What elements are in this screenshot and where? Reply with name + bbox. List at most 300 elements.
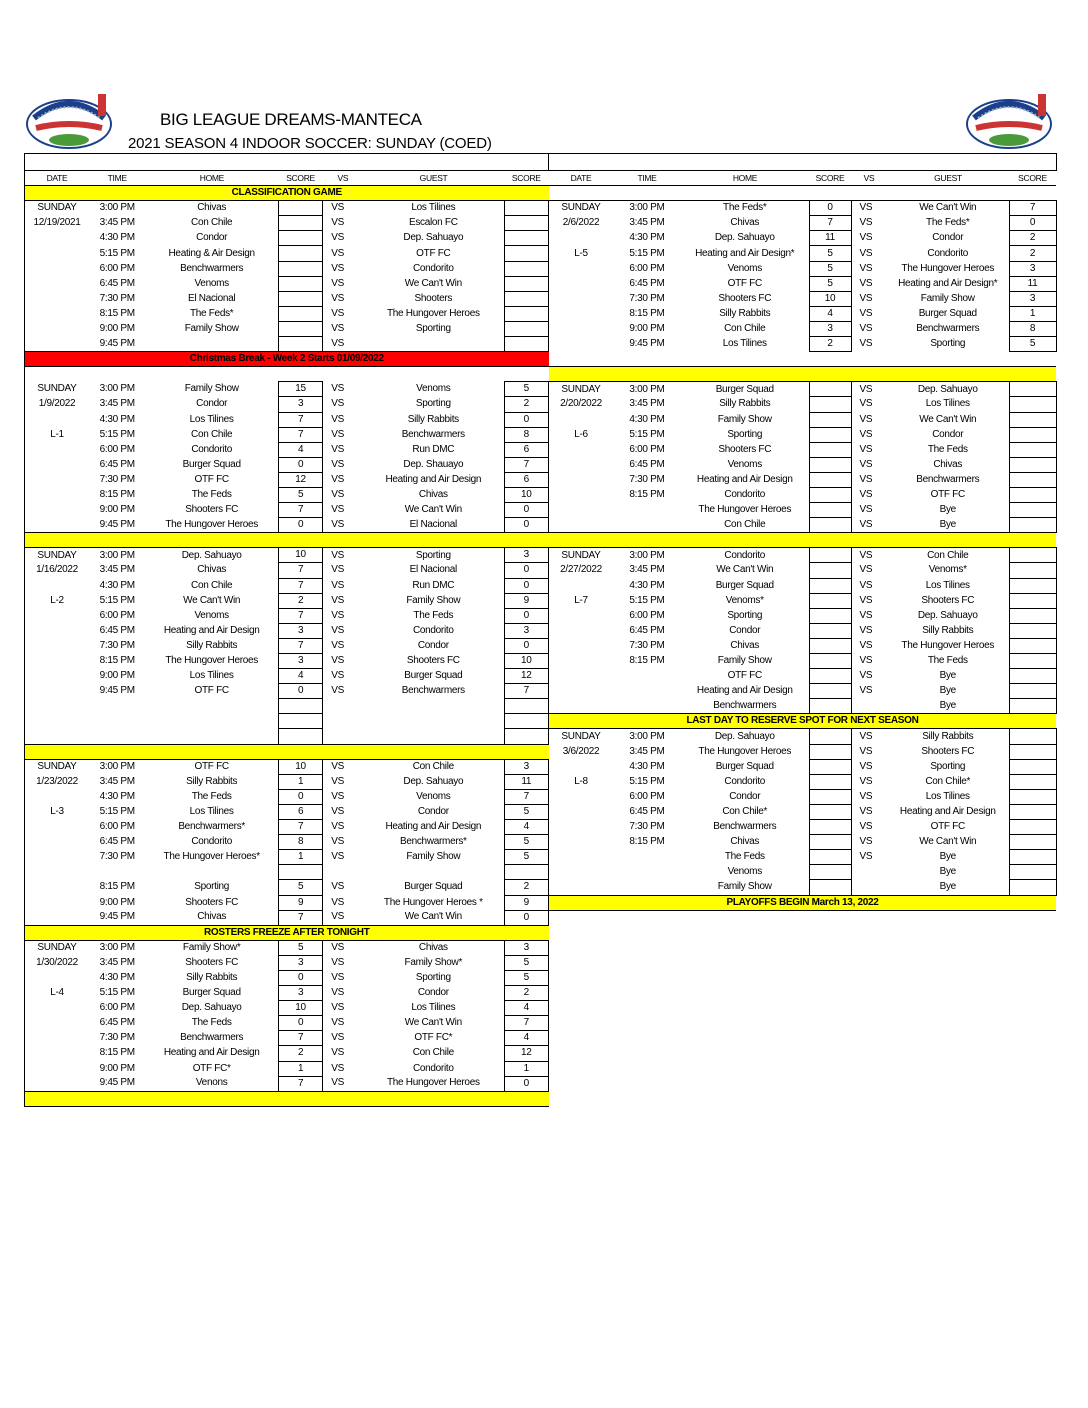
game-date bbox=[25, 684, 89, 699]
guest-score bbox=[1009, 427, 1056, 442]
home-score: 0 bbox=[278, 518, 322, 533]
home-score: 3 bbox=[278, 955, 322, 970]
guest-score: 12 bbox=[504, 1046, 548, 1061]
game-time: 6:00 PM bbox=[629, 443, 665, 455]
guest-team: Dep. Sahuayo bbox=[917, 609, 978, 621]
home-team: Chivas bbox=[730, 836, 760, 848]
home-score: 0 bbox=[278, 1016, 322, 1031]
home-score bbox=[809, 865, 851, 880]
game-date: 2/6/2022 bbox=[562, 217, 600, 229]
game-row bbox=[25, 306, 549, 321]
game-time: 6:45 PM bbox=[99, 458, 135, 470]
guest-score bbox=[1009, 548, 1056, 563]
game-date bbox=[549, 231, 613, 246]
guest-score: 3 bbox=[1009, 261, 1056, 276]
versus: VS bbox=[323, 563, 363, 578]
game-row bbox=[25, 880, 549, 895]
home-score bbox=[809, 789, 851, 804]
game-time: 9:00 PM bbox=[99, 322, 135, 334]
versus: VS bbox=[323, 804, 363, 819]
guest-team bbox=[363, 699, 504, 714]
game-time: 3:00 PM bbox=[629, 730, 665, 742]
home-score bbox=[809, 774, 851, 789]
home-team: Silly Rabbits bbox=[186, 972, 238, 984]
column-header: SCORE bbox=[809, 171, 851, 186]
guest-score bbox=[1009, 744, 1056, 759]
guest-score bbox=[1009, 684, 1056, 699]
game-date bbox=[549, 276, 613, 291]
game-date bbox=[25, 503, 89, 518]
game-date bbox=[25, 910, 89, 925]
game-row bbox=[549, 261, 1056, 276]
versus: VS bbox=[851, 231, 887, 246]
home-score: 3 bbox=[809, 321, 851, 336]
guest-team: Family Show bbox=[406, 594, 461, 606]
versus: VS bbox=[323, 382, 363, 397]
game-row bbox=[25, 276, 549, 291]
home-team: The Feds bbox=[191, 489, 232, 501]
guest-team: We Can't Win bbox=[404, 911, 462, 923]
versus: VS bbox=[323, 684, 363, 699]
game-row bbox=[25, 442, 549, 457]
guest-score: 12 bbox=[504, 669, 548, 684]
guest-team: Condor bbox=[417, 639, 449, 651]
versus: VS bbox=[851, 623, 887, 638]
league-logo-right bbox=[964, 88, 1054, 150]
game-date: SUNDAY bbox=[37, 549, 77, 561]
home-score bbox=[809, 427, 851, 442]
guest-team: Condor bbox=[417, 987, 449, 999]
game-date bbox=[25, 246, 89, 261]
game-row bbox=[549, 608, 1056, 623]
game-time: 8:15 PM bbox=[629, 489, 665, 501]
home-score bbox=[809, 623, 851, 638]
home-team: Venoms bbox=[194, 609, 229, 621]
game-date bbox=[549, 835, 613, 850]
game-date bbox=[25, 729, 89, 744]
game-row bbox=[549, 699, 1056, 714]
home-score bbox=[809, 759, 851, 774]
game-date: 1/9/2022 bbox=[38, 398, 76, 410]
guest-team: Sporting bbox=[930, 760, 966, 772]
game-date bbox=[549, 503, 613, 518]
guest-score: 1 bbox=[1009, 306, 1056, 321]
home-score: 0 bbox=[809, 201, 851, 216]
guest-team: Shooters bbox=[414, 292, 453, 304]
versus: VS bbox=[323, 201, 363, 216]
guest-score: 2 bbox=[1009, 246, 1056, 261]
game-time: 6:45 PM bbox=[99, 836, 135, 848]
versus: VS bbox=[851, 291, 887, 306]
home-score bbox=[278, 231, 322, 246]
home-score bbox=[809, 638, 851, 653]
game-row bbox=[25, 548, 549, 563]
top-frame-row bbox=[549, 154, 1056, 171]
game-time: 5:15 PM bbox=[629, 247, 665, 259]
game-row bbox=[549, 231, 1056, 246]
game-date bbox=[25, 1061, 89, 1076]
game-row bbox=[25, 623, 549, 638]
home-score: 7 bbox=[278, 503, 322, 518]
home-team: Shooters FC bbox=[718, 292, 772, 304]
home-score: 5 bbox=[809, 276, 851, 291]
spacer-row bbox=[25, 367, 549, 382]
game-date bbox=[25, 457, 89, 472]
game-time: 5:15 PM bbox=[99, 247, 135, 259]
game-time bbox=[613, 850, 681, 865]
versus: VS bbox=[851, 638, 887, 653]
guest-score: 2 bbox=[1009, 231, 1056, 246]
home-team: Shooters FC bbox=[718, 443, 772, 455]
game-time bbox=[89, 714, 145, 729]
home-team: Benchwarmers bbox=[713, 700, 777, 712]
game-date bbox=[25, 1016, 89, 1031]
versus: VS bbox=[323, 1061, 363, 1076]
guest-score bbox=[504, 291, 548, 306]
home-score: 7 bbox=[278, 820, 322, 835]
home-team: Burger Squad bbox=[715, 579, 774, 591]
home-score: 0 bbox=[278, 457, 322, 472]
home-team bbox=[145, 865, 278, 880]
versus: VS bbox=[851, 337, 887, 352]
game-time: 9:45 PM bbox=[629, 338, 665, 350]
home-team: Con Chile bbox=[191, 217, 233, 229]
guest-team: The Hungover Heroes bbox=[386, 307, 480, 319]
guest-team bbox=[363, 714, 504, 729]
versus: VS bbox=[323, 1016, 363, 1031]
guest-score bbox=[1009, 382, 1056, 397]
guest-score: 5 bbox=[504, 850, 548, 865]
banner-row bbox=[25, 1091, 549, 1106]
game-date: SUNDAY bbox=[37, 202, 77, 214]
game-row bbox=[25, 955, 549, 970]
game-date bbox=[25, 1046, 89, 1061]
home-score bbox=[278, 291, 322, 306]
game-date bbox=[549, 472, 613, 487]
game-date bbox=[549, 306, 613, 321]
game-date bbox=[549, 412, 613, 427]
game-time: 6:00 PM bbox=[99, 821, 135, 833]
versus: VS bbox=[851, 518, 887, 533]
game-time: 7:30 PM bbox=[99, 639, 135, 651]
guest-team: El Nacional bbox=[409, 564, 457, 576]
versus: VS bbox=[851, 382, 887, 397]
game-date: SUNDAY bbox=[561, 549, 601, 561]
home-team: Condor bbox=[196, 232, 228, 244]
guest-team: Run DMC bbox=[412, 579, 455, 591]
home-score: 5 bbox=[278, 487, 322, 502]
home-team: Los Tilines bbox=[722, 338, 767, 350]
versus: VS bbox=[323, 593, 363, 608]
game-date bbox=[25, 1001, 89, 1016]
versus: VS bbox=[323, 306, 363, 321]
home-team: Heating and Air Design bbox=[696, 685, 793, 697]
versus: VS bbox=[851, 759, 887, 774]
guest-team: Dep. Sahuayo bbox=[917, 383, 978, 395]
game-date: 1/16/2022 bbox=[36, 564, 78, 576]
game-time: 7:30 PM bbox=[99, 851, 135, 863]
game-time: 4:30 PM bbox=[629, 413, 665, 425]
guest-team: The Hungover Heroes bbox=[386, 1077, 480, 1089]
guest-team: Heating and Air Design bbox=[385, 473, 482, 485]
home-team: Family Show* bbox=[182, 942, 241, 954]
versus: VS bbox=[323, 442, 363, 457]
versus: VS bbox=[323, 669, 363, 684]
game-time: 4:30 PM bbox=[629, 760, 665, 772]
guest-score bbox=[504, 201, 548, 216]
game-row bbox=[25, 412, 549, 427]
guest-score bbox=[1009, 608, 1056, 623]
game-date bbox=[25, 261, 89, 276]
game-time: 3:00 PM bbox=[99, 549, 135, 561]
home-team: Family Show bbox=[717, 655, 772, 667]
guest-team: Family Show* bbox=[404, 956, 463, 968]
home-score: 7 bbox=[278, 412, 322, 427]
column-header: VS bbox=[323, 171, 363, 186]
home-score bbox=[278, 261, 322, 276]
game-time: 8:15 PM bbox=[629, 307, 665, 319]
guest-team: Con Chile* bbox=[925, 775, 971, 787]
home-team: Dep. Sahuayo bbox=[181, 1002, 242, 1014]
guest-team: Family Show bbox=[920, 292, 975, 304]
home-score bbox=[809, 820, 851, 835]
game-row bbox=[25, 578, 549, 593]
banner-text bbox=[549, 186, 1056, 201]
guest-score bbox=[504, 216, 548, 231]
guest-team: Condorito bbox=[412, 262, 454, 274]
game-date bbox=[25, 412, 89, 427]
home-team: The Hungover Heroes bbox=[165, 518, 258, 530]
guest-score bbox=[1009, 578, 1056, 593]
home-score bbox=[809, 518, 851, 533]
home-score: 7 bbox=[278, 1031, 322, 1046]
home-team: The Hungover Heroes* bbox=[163, 851, 260, 863]
game-row bbox=[25, 865, 549, 880]
home-team: Con Chile bbox=[724, 518, 766, 530]
game-row bbox=[25, 1016, 549, 1031]
game-time: 7:30 PM bbox=[629, 473, 665, 485]
guest-score bbox=[1009, 412, 1056, 427]
game-row bbox=[25, 563, 549, 578]
game-date: 1/23/2022 bbox=[36, 775, 78, 787]
home-score bbox=[278, 246, 322, 261]
game-time: 4:30 PM bbox=[99, 413, 135, 425]
home-team: Los Tilines bbox=[189, 670, 234, 682]
game-date bbox=[549, 578, 613, 593]
game-row bbox=[25, 246, 549, 261]
game-time bbox=[613, 669, 681, 684]
game-time: 7:30 PM bbox=[99, 473, 135, 485]
guest-team: Benchwarmers bbox=[916, 322, 980, 334]
guest-team: Condorito bbox=[412, 624, 454, 636]
home-team: El Nacional bbox=[188, 292, 236, 304]
guest-team: The Feds bbox=[927, 655, 968, 667]
game-time: 3:00 PM bbox=[629, 202, 665, 214]
guest-score: 9 bbox=[504, 895, 548, 910]
home-team: Condorito bbox=[724, 549, 766, 561]
versus: VS bbox=[323, 623, 363, 638]
versus: VS bbox=[851, 563, 887, 578]
home-team: Venoms bbox=[727, 262, 762, 274]
guest-team: Sporting bbox=[415, 549, 451, 561]
game-row bbox=[549, 820, 1056, 835]
home-team: Silly Rabbits bbox=[186, 775, 238, 787]
home-score: 2 bbox=[278, 593, 322, 608]
game-date: L-6 bbox=[574, 428, 588, 440]
game-time: 9:45 PM bbox=[99, 518, 135, 530]
game-row bbox=[25, 804, 549, 819]
home-team: Benchwarmers bbox=[180, 262, 244, 274]
home-score bbox=[809, 880, 851, 895]
guest-score bbox=[1009, 880, 1056, 895]
game-date bbox=[549, 518, 613, 533]
game-row bbox=[25, 397, 549, 412]
guest-score: 3 bbox=[1009, 291, 1056, 306]
guest-team: Dep. Sahuayo bbox=[403, 232, 464, 244]
home-team: Silly Rabbits bbox=[719, 307, 771, 319]
home-team: Con Chile bbox=[724, 322, 766, 334]
home-score bbox=[809, 578, 851, 593]
home-score: 10 bbox=[278, 759, 322, 774]
game-date bbox=[549, 669, 613, 684]
game-time: 6:45 PM bbox=[629, 458, 665, 470]
game-date bbox=[549, 442, 613, 457]
game-date bbox=[549, 789, 613, 804]
guest-team: Silly Rabbits bbox=[922, 624, 974, 636]
versus: VS bbox=[323, 1046, 363, 1061]
home-score: 12 bbox=[278, 472, 322, 487]
guest-team: Silly Rabbits bbox=[922, 730, 974, 742]
banner-row bbox=[25, 925, 549, 940]
versus bbox=[323, 865, 363, 880]
versus: VS bbox=[323, 759, 363, 774]
guest-team: Bye bbox=[939, 670, 956, 682]
home-score: 7 bbox=[278, 638, 322, 653]
game-time: 7:30 PM bbox=[629, 639, 665, 651]
banner-row bbox=[549, 533, 1056, 548]
guest-score bbox=[1009, 729, 1056, 744]
guest-score bbox=[1009, 820, 1056, 835]
home-team: The Feds* bbox=[723, 202, 767, 214]
banner-row bbox=[25, 352, 549, 367]
home-team: OTF FC bbox=[727, 277, 762, 289]
game-row bbox=[549, 563, 1056, 578]
guest-team: Con Chile bbox=[412, 1047, 454, 1059]
guest-team: We Can't Win bbox=[404, 1017, 462, 1029]
versus bbox=[323, 729, 363, 744]
league-logo-left bbox=[24, 88, 114, 150]
guest-team: Los Tilines bbox=[925, 790, 970, 802]
home-score: 1 bbox=[278, 850, 322, 865]
game-row bbox=[25, 261, 549, 276]
guest-team bbox=[363, 729, 504, 744]
guest-score: 6 bbox=[504, 442, 548, 457]
game-row bbox=[25, 699, 549, 714]
home-score: 2 bbox=[278, 1046, 322, 1061]
versus: VS bbox=[851, 246, 887, 261]
home-score: 11 bbox=[809, 231, 851, 246]
home-team: Sporting bbox=[194, 881, 230, 893]
game-time: 6:00 PM bbox=[99, 609, 135, 621]
versus: VS bbox=[851, 276, 887, 291]
guest-score bbox=[504, 276, 548, 291]
home-team: Chivas bbox=[730, 217, 760, 229]
guest-team: Sporting bbox=[415, 398, 451, 410]
home-score: 7 bbox=[278, 910, 322, 925]
game-time bbox=[613, 865, 681, 880]
versus: VS bbox=[323, 895, 363, 910]
guest-team: Dep. Shauayo bbox=[403, 458, 464, 470]
game-row bbox=[549, 306, 1056, 321]
game-row bbox=[549, 880, 1056, 895]
home-team: The Feds bbox=[191, 790, 232, 802]
game-row bbox=[549, 850, 1056, 865]
home-team: Burger Squad bbox=[182, 987, 241, 999]
guest-team: Venoms bbox=[416, 383, 451, 395]
banner-row bbox=[549, 367, 1056, 382]
guest-score: 8 bbox=[1009, 321, 1056, 336]
home-team: Shooters FC bbox=[185, 896, 239, 908]
versus: VS bbox=[323, 850, 363, 865]
guest-team: Condor bbox=[932, 232, 964, 244]
game-time: 3:00 PM bbox=[99, 202, 135, 214]
versus: VS bbox=[851, 442, 887, 457]
game-row bbox=[549, 578, 1056, 593]
guest-team bbox=[363, 865, 504, 880]
versus: VS bbox=[851, 608, 887, 623]
versus: VS bbox=[323, 503, 363, 518]
game-row bbox=[25, 638, 549, 653]
game-time: 8:15 PM bbox=[99, 655, 135, 667]
home-score bbox=[809, 654, 851, 669]
versus: VS bbox=[323, 548, 363, 563]
home-score bbox=[809, 382, 851, 397]
guest-team: Bye bbox=[939, 866, 956, 878]
game-time: 3:45 PM bbox=[99, 956, 135, 968]
game-date bbox=[25, 608, 89, 623]
game-date bbox=[549, 820, 613, 835]
versus: VS bbox=[323, 654, 363, 669]
game-date bbox=[25, 231, 89, 246]
guest-score: 7 bbox=[504, 1016, 548, 1031]
guest-score bbox=[504, 261, 548, 276]
home-score: 4 bbox=[278, 669, 322, 684]
guest-score bbox=[1009, 774, 1056, 789]
game-time: 6:45 PM bbox=[629, 277, 665, 289]
guest-score bbox=[1009, 593, 1056, 608]
versus: VS bbox=[323, 986, 363, 1001]
game-row bbox=[549, 246, 1056, 261]
home-score bbox=[278, 306, 322, 321]
game-date bbox=[25, 442, 89, 457]
guest-score bbox=[1009, 503, 1056, 518]
guest-score: 7 bbox=[504, 789, 548, 804]
banner-text bbox=[549, 367, 1056, 382]
home-score bbox=[809, 593, 851, 608]
guest-team: OTF FC bbox=[416, 247, 451, 259]
home-score bbox=[809, 684, 851, 699]
guest-team: Burger Squad bbox=[404, 670, 463, 682]
game-row bbox=[25, 820, 549, 835]
home-score bbox=[809, 850, 851, 865]
game-time: 3:45 PM bbox=[629, 745, 665, 757]
guest-score: 0 bbox=[504, 638, 548, 653]
guest-team: The Hungover Heroes bbox=[901, 262, 995, 274]
home-score: 1 bbox=[278, 774, 322, 789]
guest-team: The Hungover Heroes * bbox=[383, 896, 483, 908]
home-team: Dep. Sahuayo bbox=[714, 232, 775, 244]
game-row bbox=[549, 623, 1056, 638]
